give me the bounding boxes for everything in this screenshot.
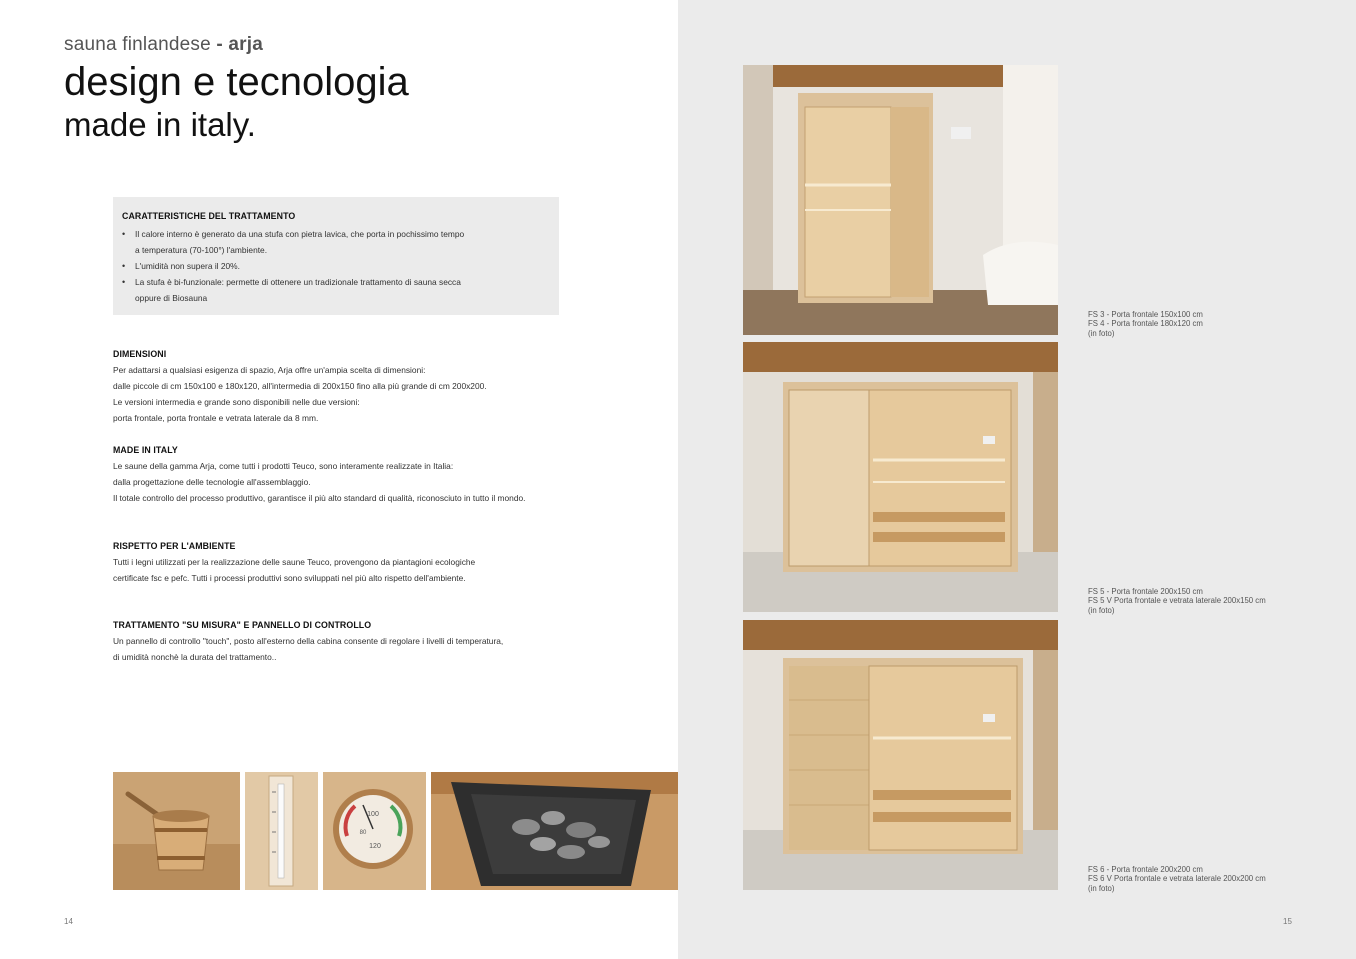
caption-line: FS 6 V Porta frontale e vetrata laterale 200x200 cm <box>1088 874 1266 884</box>
caption-line: FS 5 - Porta frontale 200x150 cm <box>1088 587 1203 596</box>
treatment-box <box>113 197 559 315</box>
section-line: Le versioni intermedia e grande sono disponibili nelle due versioni: <box>113 397 360 407</box>
caption-line: FS 3 - Porta frontale 150x100 cm <box>1088 310 1203 319</box>
section-heading: MADE IN ITALY <box>113 445 178 455</box>
section-line: Tutti i legni utilizzati per la realizzazione delle saune Teuco, provengono da piantagioni ecologiche <box>113 557 476 567</box>
kicker-light: sauna finlandese <box>64 34 211 55</box>
section-made-in-italy <box>113 445 583 506</box>
list-line: • L'umidità non supera il 20%. <box>135 261 240 271</box>
sauna-photo-fs6 <box>743 620 1058 890</box>
bucket-photo <box>113 772 240 890</box>
caption-line: FS 4 - Porta frontale 180x120 cm <box>1088 319 1203 329</box>
section-line: dalla progettazione delle tecnologie all'assemblaggio. <box>113 477 311 487</box>
treatment-heading: CARATTERISTICHE DEL TRATTAMENTO <box>122 211 296 221</box>
caption-line: FS 5 V Porta frontale e vetrata laterale 200x150 cm <box>1088 596 1266 606</box>
section-dimensioni <box>113 349 583 426</box>
section-line: dalle piccole di cm 150x100 e 180x120, all'intermedia di 200x150 fino alla più grande di cm 200x200. <box>113 381 487 391</box>
hourglass-photo <box>245 772 318 890</box>
page-number-left: 14 <box>64 917 73 926</box>
list-line: • Il calore interno è generato da una stufa con pietra lavica, che porta in pochissimo tempo <box>135 229 465 239</box>
caption-line: (in foto) <box>1088 328 1115 338</box>
kicker <box>64 34 263 56</box>
caption-fs3-fs4 <box>1088 310 1203 338</box>
list-item <box>122 274 550 306</box>
thermometer-photo <box>323 772 426 890</box>
caption-line: (in foto) <box>1088 605 1115 615</box>
gauge-number: 100 <box>367 811 379 818</box>
section-line: Il totale controllo del processo produttivo, garantisce il più alto standard di qualità, riconosciuto in tutto il mondo. <box>113 493 526 503</box>
section-heading: RISPETTO PER L'AMBIENTE <box>113 541 236 551</box>
list-item <box>122 258 550 274</box>
section-line: Le saune della gamma Arja, come tutti i prodotti Teuco, sono interamente realizzate in Italia: <box>113 461 454 471</box>
page-title: design e tecnologia <box>64 60 409 104</box>
section-line: di umidità nonchè la durata del trattamento.. <box>113 652 277 662</box>
heater-stones-photo <box>431 772 678 890</box>
section-su-misura <box>113 620 583 665</box>
gauge-number: 80 <box>359 830 367 836</box>
list-line: oppure di Biosauna <box>135 293 208 303</box>
section-line: certificate fsc e pefc. Tutti i processi produttivi sono sviluppati nel più alto rispetto dell'ambiente. <box>113 573 466 583</box>
section-line: Un pannello di controllo "touch", posto all'esterno della cabina consente di regolare i livelli di temperatura, <box>113 636 504 646</box>
section-heading: DIMENSIONI <box>113 349 167 359</box>
sauna-photo-fs5 <box>743 342 1058 612</box>
section-line: porta frontale, porta frontale e vetrata laterale da 8 mm. <box>113 413 319 423</box>
caption-fs6 <box>1088 865 1266 893</box>
caption-line: FS 6 - Porta frontale 200x200 cm <box>1088 865 1203 874</box>
list-line: a temperatura (70-100°) l'ambiente. <box>135 245 268 255</box>
sauna-photo-fs3 <box>743 65 1058 335</box>
page-number-right: 15 <box>1283 917 1292 926</box>
list-line: • La stufa è bi-funzionale: permette di ottenere un tradizionale trattamento di sauna secca <box>135 277 461 287</box>
section-ambiente <box>113 541 583 586</box>
list-item <box>122 226 550 258</box>
caption-line: (in foto) <box>1088 883 1115 893</box>
treatment-list <box>122 226 550 306</box>
kicker-bold: - arja <box>216 34 263 55</box>
page-subtitle: made in italy. <box>64 106 256 143</box>
section-heading: TRATTAMENTO "SU MISURA" E PANNELLO DI CONTROLLO <box>113 620 372 630</box>
section-line: Per adattarsi a qualsiasi esigenza di spazio, Arja offre un'ampia scelta di dimensioni: <box>113 365 426 375</box>
caption-fs5 <box>1088 587 1266 615</box>
gauge-number: 120 <box>369 843 381 850</box>
